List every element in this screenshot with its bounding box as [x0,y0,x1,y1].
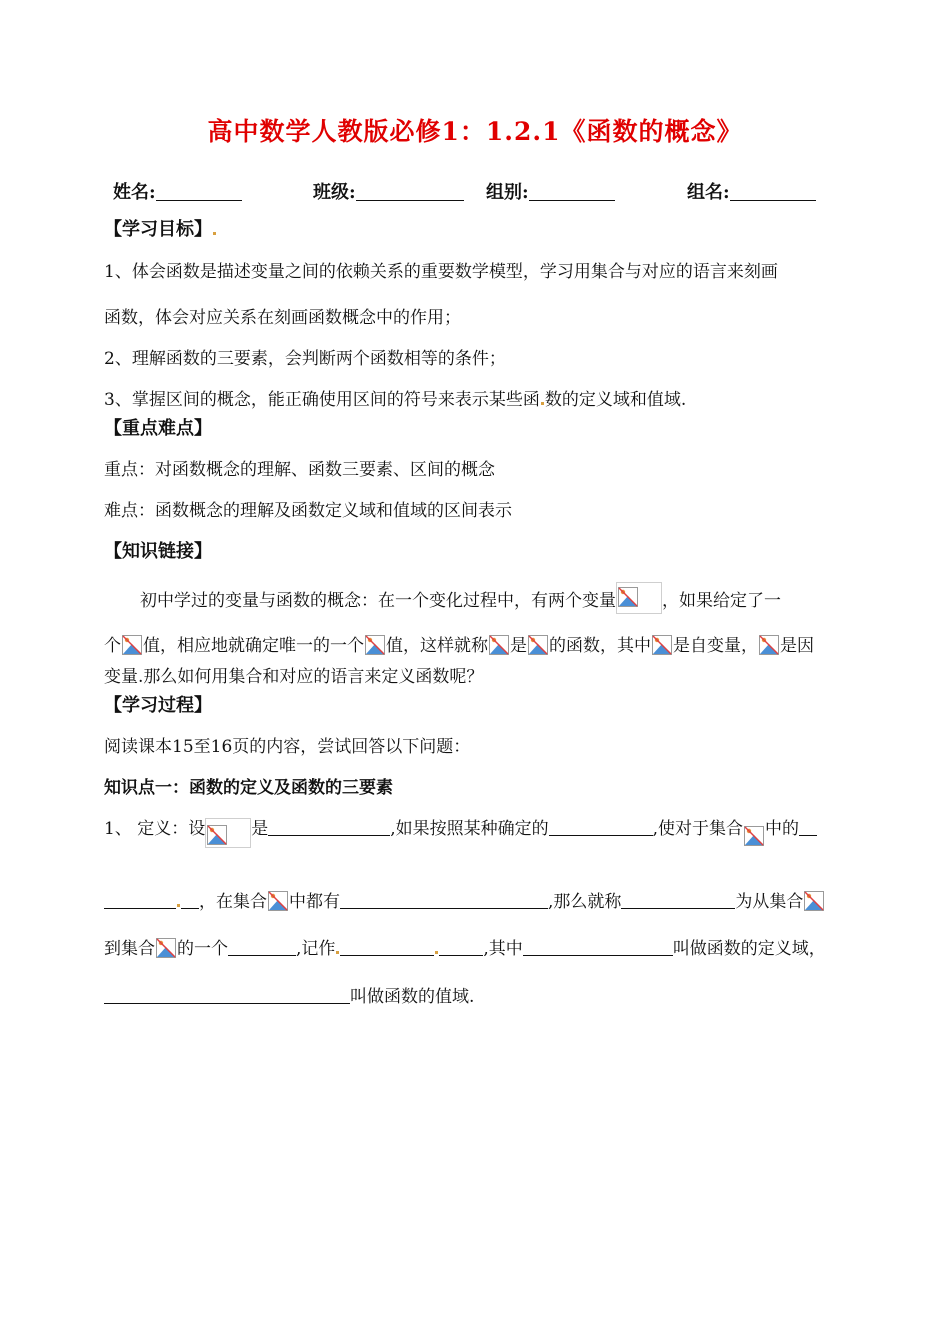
definition-line-2: ，在集合 中都有 ,那么就称 为从集合 [104,890,825,914]
broken-image-icon [268,891,288,911]
broken-image-icon [489,635,509,655]
blank-9[interactable] [340,939,434,956]
broken-image-icon [804,891,824,911]
link-para-line-3: 变量.那么如何用集合和对应的语言来定义函数呢？ [104,667,484,687]
definition-line-3: 到集合 的一个 ,记作 ,其中 叫做函数的定义域， [104,939,826,959]
marker-dot [336,951,339,954]
group-name-label: 组名: [687,182,730,203]
blank-8[interactable] [228,939,296,956]
link-para-line-2: 个 值，相应地就确定唯一的一个 值，这样就称 是 的函数，其中 是自变量， 是因 [104,636,814,656]
blank-6[interactable] [340,892,548,909]
difficult-point: 难点：函数概念的理解及函数定义域和值域的区间表示 [104,501,512,521]
formula-image-box [616,582,662,614]
name-blank[interactable] [156,182,242,201]
name-label: 姓名: [113,182,156,203]
blank-2[interactable] [549,819,653,836]
knowledge-point-1-heading: 知识点一：函数的定义及函数的三要素 [104,778,393,798]
broken-image-icon [207,825,227,845]
blank-5[interactable] [181,892,199,909]
definition-line-4: 叫做函数的值域. [104,985,474,1009]
class-blank[interactable] [356,182,464,201]
marker-dot [177,904,180,907]
blank-7[interactable] [621,892,735,909]
goals-heading: 【学习目标】 [104,218,217,242]
class-label: 班级: [313,182,356,203]
group-name-field [687,178,816,204]
goal-1-line-a: 1、体会函数是描述变量之间的依赖关系的重要数学模型，学习用集合与对应的语言来刻画 [104,262,778,282]
broken-image-icon [759,635,779,655]
blank-10[interactable] [439,939,483,956]
broken-image-icon [122,635,142,655]
blank-3[interactable] [799,819,817,836]
class-field [313,178,464,204]
group-blank[interactable] [529,182,615,201]
group-label: 组别: [486,182,529,203]
key-point: 重点：对函数概念的理解、函数三要素、区间的概念 [104,460,495,480]
marker-dot [435,951,438,954]
broken-image-icon [365,635,385,655]
blank-4[interactable] [104,892,176,909]
page-title: 高中数学人教版必修1：1.2.1《函数的概念》 [207,117,743,146]
blank-1[interactable] [268,819,390,836]
process-heading: 【学习过程】 [104,695,212,716]
link-para-line-1: 初中学过的变量与函数的概念：在一个变化过程中，有两个变量 ，如果给定了一 [140,582,781,614]
group-field [486,178,615,204]
broken-image-icon [528,635,548,655]
goal-2: 2、理解函数的三要素，会判断两个函数相等的条件； [104,349,506,369]
broken-image-icon [618,587,638,607]
broken-image-icon [156,938,176,958]
formula-image-box [205,818,251,848]
broken-image-icon [652,635,672,655]
link-heading: 【知识链接】 [104,541,212,562]
marker-dot [213,232,216,235]
blank-11[interactable] [523,939,673,956]
goal-3: 3、掌握区间的概念，能正确使用区间的符号来表示某些函 数的定义域和值域. [104,390,687,410]
goal-1-line-b: 函数，体会对应关系在刻画函数概念中的作用； [104,308,461,328]
key-heading: 【重点难点】 [104,418,212,439]
broken-image-icon [744,826,764,846]
process-intro: 阅读课本15至16页的内容，尝试回答以下问题： [104,737,471,757]
blank-12[interactable] [104,987,350,1004]
group-name-blank[interactable] [730,182,816,201]
marker-dot [541,402,544,405]
definition-line-1: 1、 定义：设 是 ,如果按照某种确定的 ,使对于集合 中的 [104,817,817,848]
name-field [113,178,242,204]
